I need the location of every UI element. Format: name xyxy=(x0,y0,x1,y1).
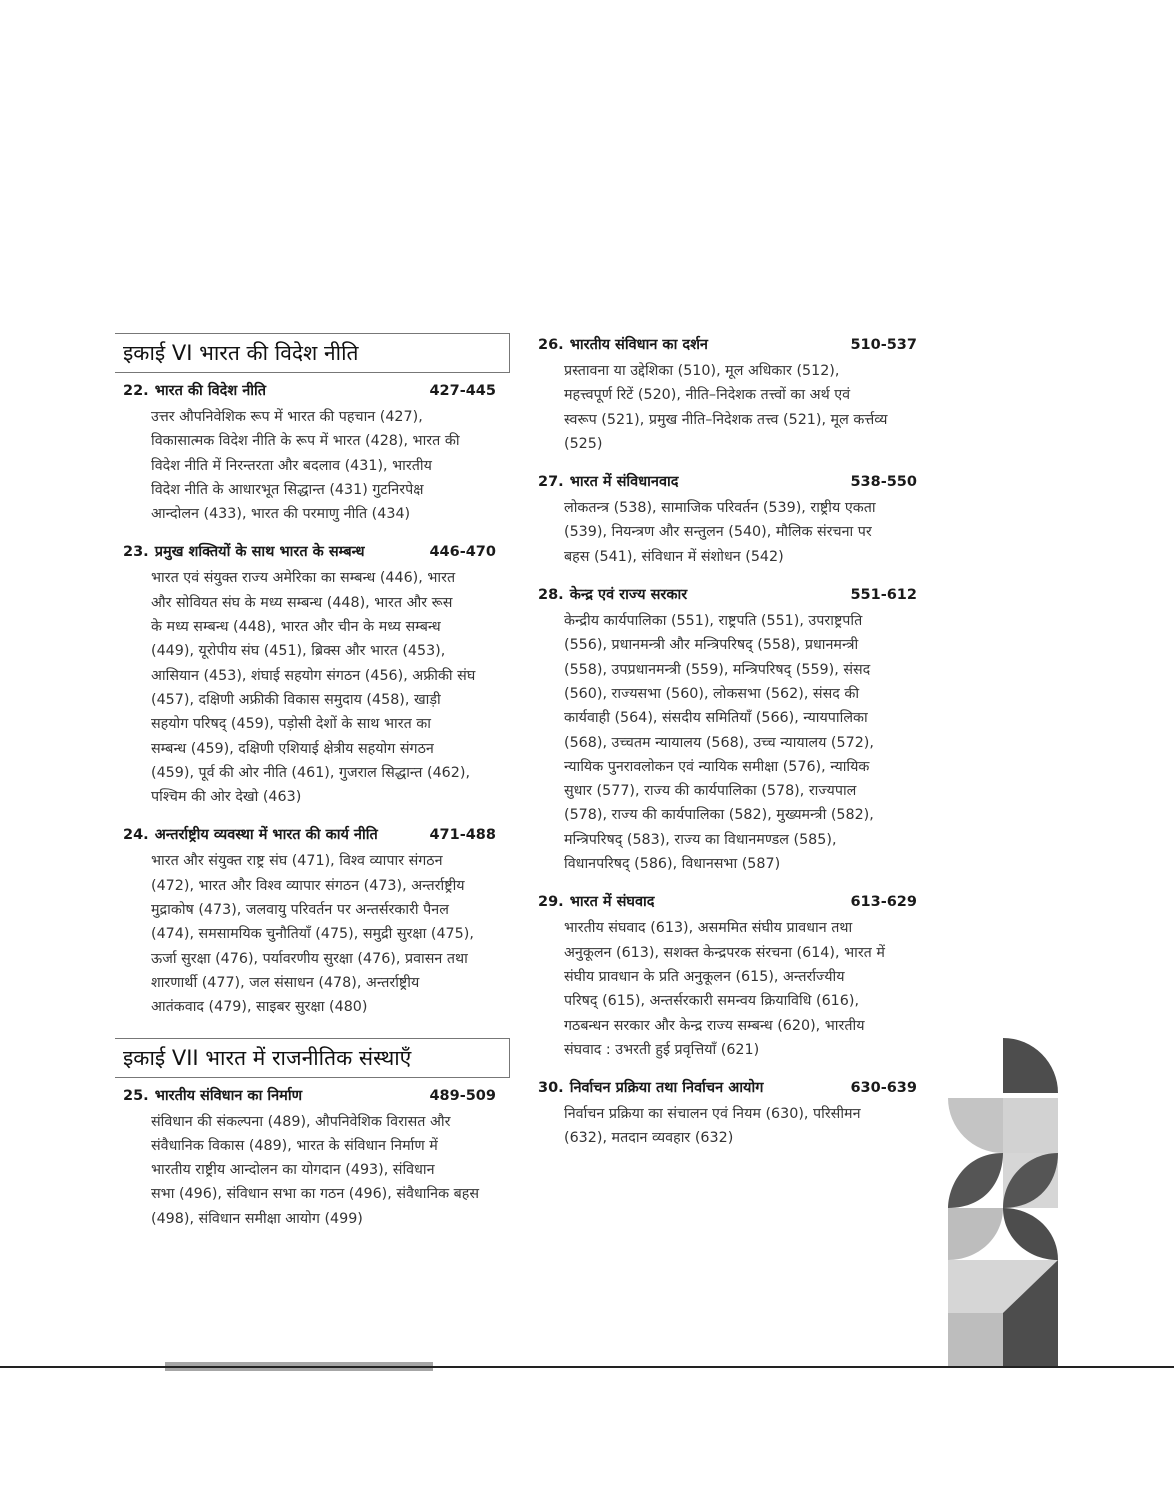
toc-chapter xyxy=(538,583,923,876)
topic-line: सम्बन्ध (459), दक्षिणी एशियाई क्षेत्रीय सहयोग संगठन xyxy=(151,740,434,757)
topic-line: (459), पूर्व की ओर नीति (461), गुजराल सिद्धान्त (462), xyxy=(151,764,470,781)
chapter-heading xyxy=(538,333,923,357)
topic-line: मुद्राकोष (473), जलवायु परिवर्तन पर अन्तर्सरकारी पैनल xyxy=(151,902,449,919)
chapter-page-range: 613-629 xyxy=(850,894,917,911)
topic-line: कार्यवाही (564), संसदीय समितियाँ (566), न्यायपालिका xyxy=(564,710,868,727)
chapter-title-group xyxy=(538,470,678,494)
topic-line: न्यायिक पुनरावलोकन एवं न्यायिक समीक्षा (576), न्यायिक xyxy=(564,758,870,775)
left-column xyxy=(115,333,510,1245)
topic-line: बहस (541), संविधान में संशोधन (542) xyxy=(564,548,784,565)
chapter-topics xyxy=(538,496,923,569)
chapter-title-group xyxy=(538,333,708,357)
topic-line: (474), समसामयिक चुनौतियाँ (475), समुद्री सुरक्षा (475), xyxy=(151,926,474,943)
chapter-title-group xyxy=(123,540,365,564)
chapter-number: 24. xyxy=(123,827,149,844)
chapter-topics xyxy=(115,849,510,1019)
chapter-number: 23. xyxy=(123,544,149,561)
toc-chapter xyxy=(115,1084,510,1231)
topic-line: भारतीय राष्ट्रीय आन्दोलन का योगदान (493), संविधान xyxy=(151,1162,435,1179)
chapter-heading xyxy=(115,823,510,847)
topic-line: (560), राज्यसभा (560), लोकसभा (562), संसद की xyxy=(564,685,860,702)
chapter-heading xyxy=(538,470,923,494)
topic-line: (556), प्रधानमन्त्री और मन्त्रिपरिषद् (558), प्रधानमन्त्री xyxy=(564,637,859,654)
chapter-title: भारत में संविधानवाद xyxy=(569,474,679,491)
decorative-leaf-graphic xyxy=(948,1038,1058,1366)
chapter-title: निर्वाचन प्रक्रिया तथा निर्वाचन आयोग xyxy=(569,1080,764,1097)
chapter-heading xyxy=(115,1084,510,1108)
chapter-topics xyxy=(538,609,923,876)
topic-line: स्वरूप (521), प्रमुख नीति–निदेशक तत्त्व (521), मूल कर्त्तव्य xyxy=(564,411,888,428)
chapter-title-group xyxy=(123,379,266,403)
chapter-title: भारतीय संविधान का निर्माण xyxy=(154,1087,303,1104)
chapter-number: 29. xyxy=(538,894,564,911)
topic-line: (558), उपप्रधानमन्त्री (559), मन्त्रिपरिषद् (559), संसद xyxy=(564,661,871,678)
unit-heading: इकाई VI भारत की विदेश नीति xyxy=(115,333,510,373)
topic-line: विदेश नीति में निरन्तरता और बदलाव (431), भारतीय xyxy=(151,457,432,474)
topic-line: (539), नियन्त्रण और सन्तुलन (540), मौलिक संरचना पर xyxy=(564,524,872,541)
topic-line: पश्चिम की ओर देखो (463) xyxy=(151,789,302,806)
topic-line: (525) xyxy=(564,435,603,452)
topic-line: भारत एवं संयुक्त राज्य अमेरिका का सम्बन्ध (446), भारत xyxy=(151,570,456,587)
topic-line: विधानपरिषद् (586), विधानसभा (587) xyxy=(564,856,781,873)
chapter-number: 30. xyxy=(538,1080,564,1097)
chapter-title: भारत की विदेश नीति xyxy=(154,383,267,399)
chapter-number: 26. xyxy=(538,337,564,353)
toc-chapter xyxy=(115,379,510,526)
chapter-page-range: 551-612 xyxy=(850,587,917,604)
chapter-heading xyxy=(538,583,923,607)
right-column xyxy=(538,333,923,1165)
footer-rule xyxy=(0,1366,1174,1368)
topic-line: (472), भारत और विश्व व्यापार संगठन (473), अन्तर्राष्ट्रीय xyxy=(151,877,465,894)
chapter-heading xyxy=(115,379,510,403)
topic-line: सभा (496), संविधान सभा का गठन (496), संवैधानिक बहस xyxy=(151,1186,480,1203)
chapter-title-group xyxy=(123,823,378,847)
topic-line: संविधान की संकल्पना (489), औपनिवेशिक विरासत और xyxy=(151,1113,451,1130)
chapter-heading xyxy=(538,890,923,914)
chapter-page-range: 489-509 xyxy=(429,1087,496,1104)
topic-line: महत्त्वपूर्ण रिटें (520), नीति–निदेशक तत्त्वों का अर्थ एवं xyxy=(564,387,851,404)
chapter-title: भारतीय संविधान का दर्शन xyxy=(569,337,708,353)
topic-line: सहयोग परिषद् (459), पड़ोसी देशों के साथ भारत का xyxy=(151,716,431,733)
chapter-page-range: 471-488 xyxy=(429,827,496,844)
topic-line: आतंकवाद (479), साइबर सुरक्षा (480) xyxy=(151,999,368,1016)
chapter-heading xyxy=(115,540,510,564)
unit-heading: इकाई VII भारत में राजनीतिक संस्थाएँ xyxy=(115,1038,510,1078)
chapter-title: अन्तर्राष्ट्रीय व्यवस्था में भारत की कार्य नीति xyxy=(154,827,378,844)
chapter-title-group xyxy=(123,1084,302,1108)
toc-chapter xyxy=(538,333,923,456)
topic-line: केन्द्रीय कार्यपालिका (551), राष्ट्रपति (551), उपराष्ट्रपति xyxy=(564,613,863,630)
toc-chapter xyxy=(115,540,510,809)
topic-line: संघवाद : उभरती हुई प्रवृत्तियाँ (621) xyxy=(564,1041,760,1058)
topic-line: भारतीय संघवाद (613), असममित संघीय प्रावधान तथा xyxy=(564,920,853,937)
topic-line: लोकतन्त्र (538), सामाजिक परिवर्तन (539), राष्ट्रीय एकता xyxy=(564,500,876,517)
topic-line: भारत और संयुक्त राष्ट्र संघ (471), विश्व व्यापार संगठन xyxy=(151,853,443,870)
topic-line: निर्वाचन प्रक्रिया का संचालन एवं नियम (630), परिसीमन xyxy=(564,1106,861,1123)
topic-line: गठबन्धन सरकार और केन्द्र राज्य सम्बन्ध (620), भारतीय xyxy=(564,1017,865,1034)
topic-line: विकासात्मक विदेश नीति के रूप में भारत (428), भारत की xyxy=(151,433,460,450)
topic-line: ऊर्जा सुरक्षा (476), पर्यावरणीय सुरक्षा (476), प्रवासन तथा xyxy=(151,950,468,967)
topic-line: (498), संविधान समीक्षा आयोग (499) xyxy=(151,1210,363,1227)
topic-line: उत्तर औपनिवेशिक रूप में भारत की पहचान (427), xyxy=(151,409,423,425)
topic-line: (568), उच्चतम न्यायालय (568), उच्च न्यायालय (572), xyxy=(564,734,874,751)
chapter-topics xyxy=(115,566,510,809)
topic-line: के मध्य सम्बन्ध (448), भारत और चीन के मध्य सम्बन्ध xyxy=(151,619,441,636)
chapter-number: 28. xyxy=(538,587,564,604)
chapter-heading xyxy=(538,1076,923,1100)
toc-chapter xyxy=(115,823,510,1019)
chapter-topics xyxy=(538,359,923,456)
topic-line: संवैधानिक विकास (489), भारत के संविधान निर्माण में xyxy=(151,1137,438,1154)
chapter-title-group xyxy=(538,890,655,914)
chapter-page-range: 427-445 xyxy=(429,383,496,399)
toc-chapter xyxy=(538,890,923,1062)
topic-line: (449), यूरोपीय संघ (451), ब्रिक्स और भारत (453), xyxy=(151,643,446,660)
topic-line: विदेश नीति के आधारभूत सिद्धान्त (431) गुटनिरपेक्ष xyxy=(151,481,424,498)
chapter-title-group xyxy=(538,1076,763,1100)
chapter-topics xyxy=(115,1110,510,1231)
topic-line: संघीय प्रावधान के प्रति अनुकूलन (615), अन्तर्राज्यीय xyxy=(564,968,845,985)
chapter-page-range: 510-537 xyxy=(850,337,917,353)
topic-line: आसियान (453), शंघाई सहयोग संगठन (456), अफ्रीकी संघ xyxy=(151,667,476,684)
chapter-number: 22. xyxy=(123,383,149,399)
chapter-title-group xyxy=(538,583,687,607)
chapter-topics xyxy=(115,405,510,526)
topic-line: प्रस्तावना या उद्देशिका (510), मूल अधिकार (512), xyxy=(564,363,840,379)
chapter-topics xyxy=(538,1102,923,1151)
chapter-title: प्रमुख शक्तियों के साथ भारत के सम्बन्ध xyxy=(154,544,365,561)
chapter-title: केन्द्र एवं राज्य सरकार xyxy=(569,587,688,604)
topic-line: परिषद् (615), अन्तर्सरकारी समन्वय क्रियाविधि (616), xyxy=(564,993,860,1010)
topic-line: शारणार्थी (477), जल संसाधन (478), अन्तर्राष्ट्रीय xyxy=(151,974,420,991)
topic-line: (632), मतदान व्यवहार (632) xyxy=(564,1130,734,1147)
chapter-number: 27. xyxy=(538,474,564,491)
topic-line: सुधार (577), राज्य की कार्यपालिका (578), राज्यपाल xyxy=(564,783,857,800)
topic-line: (578), राज्य की कार्यपालिका (582), मुख्यमन्त्री (582), xyxy=(564,807,874,824)
topic-line: अनुकूलन (613), सशक्त केन्द्रपरक संरचना (614), भारत में xyxy=(564,944,885,961)
topic-line: (457), दक्षिणी अफ्रीकी विकास समुदाय (458), खाड़ी xyxy=(151,691,441,708)
toc-chapter xyxy=(538,1076,923,1151)
chapter-page-range: 630-639 xyxy=(850,1080,917,1097)
toc-chapter xyxy=(538,470,923,569)
topic-line: मन्त्रिपरिषद् (583), राज्य का विधानमण्डल (585), xyxy=(564,831,837,848)
chapter-page-range: 538-550 xyxy=(850,474,917,491)
chapter-title: भारत में संघवाद xyxy=(569,894,655,911)
chapter-page-range: 446-470 xyxy=(429,544,496,561)
chapter-topics xyxy=(538,916,923,1062)
topic-line: और सोवियत संघ के मध्य सम्बन्ध (448), भारत और रूस xyxy=(151,594,453,611)
chapter-number: 25. xyxy=(123,1087,149,1104)
topic-line: आन्दोलन (433), भारत की परमाणु नीति (434) xyxy=(151,506,411,523)
